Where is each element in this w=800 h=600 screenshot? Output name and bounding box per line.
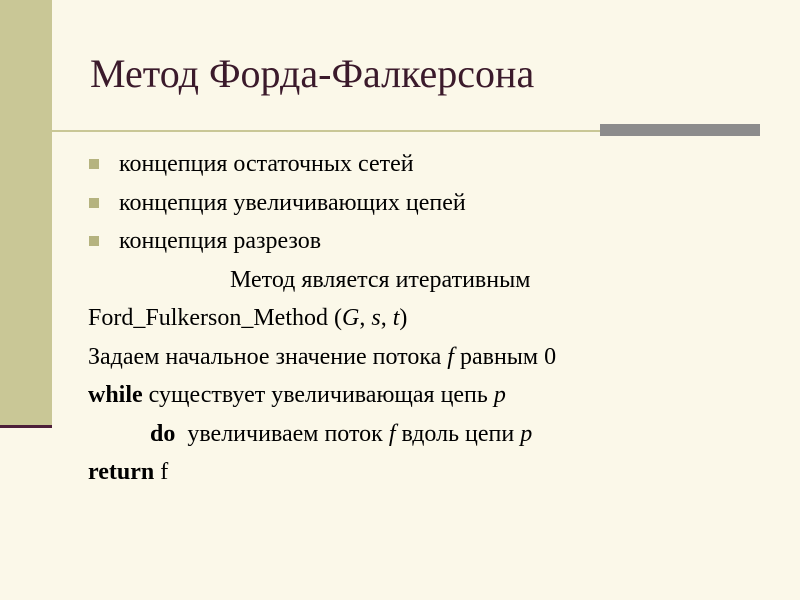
- return-line: [88, 453, 778, 492]
- var-p: p: [493, 382, 506, 408]
- bullet-item: [88, 184, 778, 223]
- do-text-end: вдоль цепи: [395, 420, 521, 447]
- init-line: [88, 338, 778, 377]
- square-bullet-icon: [89, 159, 99, 169]
- separator: ,: [380, 305, 393, 331]
- left-decorative-bar: [0, 0, 52, 425]
- square-bullet-icon: [89, 198, 99, 208]
- var-f: f: [447, 343, 454, 370]
- iterative-note: Метод является итеративным: [230, 266, 531, 293]
- do-keyword: do: [150, 420, 176, 447]
- while-text: существует увеличивающая цепь: [142, 382, 494, 408]
- do-line: [88, 415, 778, 454]
- left-bar-accent-line: [0, 425, 52, 428]
- closing-paren: ): [399, 305, 408, 331]
- param-t: t: [392, 305, 400, 331]
- init-text-end: равным 0: [453, 343, 557, 370]
- bullet-text: концепция остаточных сетей: [119, 151, 414, 177]
- param-s: s: [371, 305, 381, 331]
- bullet-text: концепция разрезов: [119, 228, 322, 254]
- method-signature: [88, 299, 778, 338]
- var-f: f: [388, 420, 396, 447]
- param-g: G: [342, 305, 360, 331]
- title-divider-dark-segment: [600, 124, 760, 136]
- return-value: f: [154, 459, 169, 485]
- square-bullet-icon: [89, 236, 99, 246]
- title-divider: [34, 130, 600, 132]
- return-keyword: return: [88, 459, 155, 485]
- var-p: p: [520, 420, 533, 447]
- do-text: увеличиваем поток: [175, 420, 389, 447]
- separator: ,: [359, 305, 372, 331]
- bullet-item: [88, 145, 778, 184]
- slide-title: Метод Форда-Фалкерсона: [90, 51, 535, 96]
- method-name: Ford_Fulkerson_Method (: [88, 305, 342, 331]
- bullet-item: [88, 222, 778, 261]
- while-keyword: while: [88, 382, 143, 408]
- while-line: [88, 376, 778, 415]
- slide-content: [88, 145, 778, 492]
- init-text: Задаем начальное значение потока: [88, 343, 448, 370]
- bullet-text: концепция увеличивающих цепей: [119, 189, 466, 216]
